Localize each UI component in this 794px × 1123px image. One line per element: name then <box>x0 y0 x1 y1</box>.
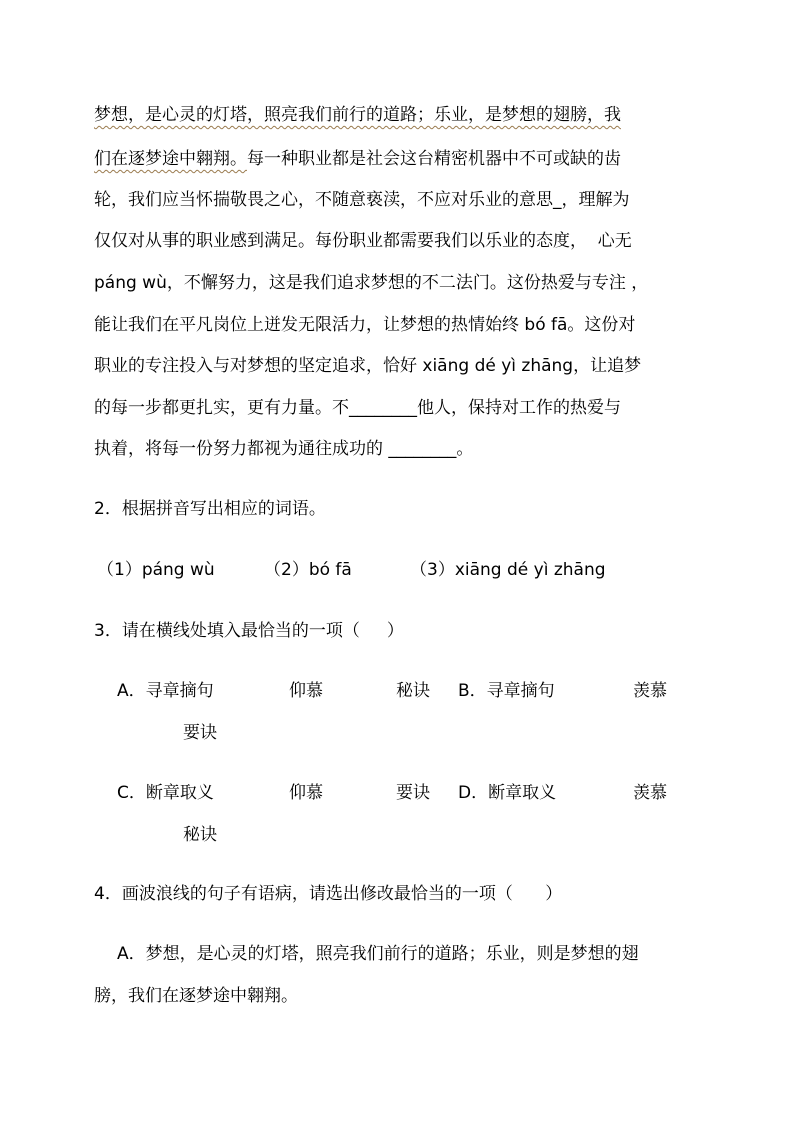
passage-line-6: 能让我们在平凡岗位上迸发无限活力，让梦想的热情始终 bó fā。这份对 <box>94 315 636 335</box>
q3-option-d-word: 羡慕 <box>633 783 667 803</box>
q3-option-b-word2: 要诀 <box>183 723 217 743</box>
q2-item-3: （3）xiāng dé yì zhāng <box>410 560 606 580</box>
passage-line-5: páng wù，不懈努力，这是我们追求梦想的不二法门。这份热爱与专注 ， <box>94 273 649 293</box>
q3-option-c-word2: 要诀 <box>396 783 430 803</box>
passage-line-2-rest: 每一种职业都是社会这台精密机器中不可或缺的齿 <box>247 149 621 169</box>
passage-line-9: 执着，将每一份努力都视为通往成功的 ________。 <box>94 439 474 459</box>
q3-option-a-word: 仰慕 <box>289 681 323 701</box>
q2-item-2: （2）bó fā <box>264 560 352 580</box>
q3-option-c-phrase: C．断章取义 <box>117 783 214 803</box>
passage-line-8: 的每一步都更扎实，更有力量。不________他人，保持对工作的热爱与 <box>94 398 621 418</box>
q3-option-a-word2: 秘诀 <box>396 681 430 701</box>
wavy-sentence-part-2: 们在逐梦途中翱翔。 <box>94 149 247 169</box>
q3-option-b-word: 羡慕 <box>633 681 667 701</box>
q3-option-d-phrase: D．断章取义 <box>458 783 557 803</box>
passage-line-4: 仅仅对从事的职业感到满足。每份职业都需要我们以乐业的态度， 心无 <box>94 231 632 251</box>
passage-line-3: 轮，我们应当怀揣敬畏之心，不随意亵渎，不应对乐业的意思_，理解为 <box>94 190 630 210</box>
passage-line-1 <box>94 104 621 126</box>
passage-line-2 <box>94 148 621 170</box>
q2-item-1: （1）páng wù <box>97 560 215 580</box>
question-3-title: 3．请在横线处填入最恰当的一项（ ） <box>94 621 404 641</box>
wavy-sentence-part-1: 梦想，是心灵的灯塔，照亮我们前行的道路；乐业，是梦想的翅膀，我 <box>94 105 621 125</box>
q4-option-a-line-1: A．梦想，是心灵的灯塔，照亮我们前行的道路；乐业，则是梦想的翅 <box>117 944 639 964</box>
q3-option-a-phrase: A．寻章摘句 <box>117 681 214 701</box>
passage-line-7: 职业的专注投入与对梦想的坚定追求，恰好 xiāng dé yì zhāng，让追梦 <box>94 356 642 376</box>
q3-option-c-word: 仰慕 <box>289 783 323 803</box>
question-4-title: 4．画波浪线的句子有语病，请选出修改最恰当的一项（ ） <box>94 884 563 904</box>
q4-option-a-line-2: 膀，我们在逐梦途中翱翔。 <box>94 986 298 1006</box>
question-2-title: 2．根据拼音写出相应的词语。 <box>94 499 326 519</box>
q3-option-b-phrase: B．寻章摘句 <box>458 681 555 701</box>
q3-option-d-word2: 秘诀 <box>183 825 217 845</box>
